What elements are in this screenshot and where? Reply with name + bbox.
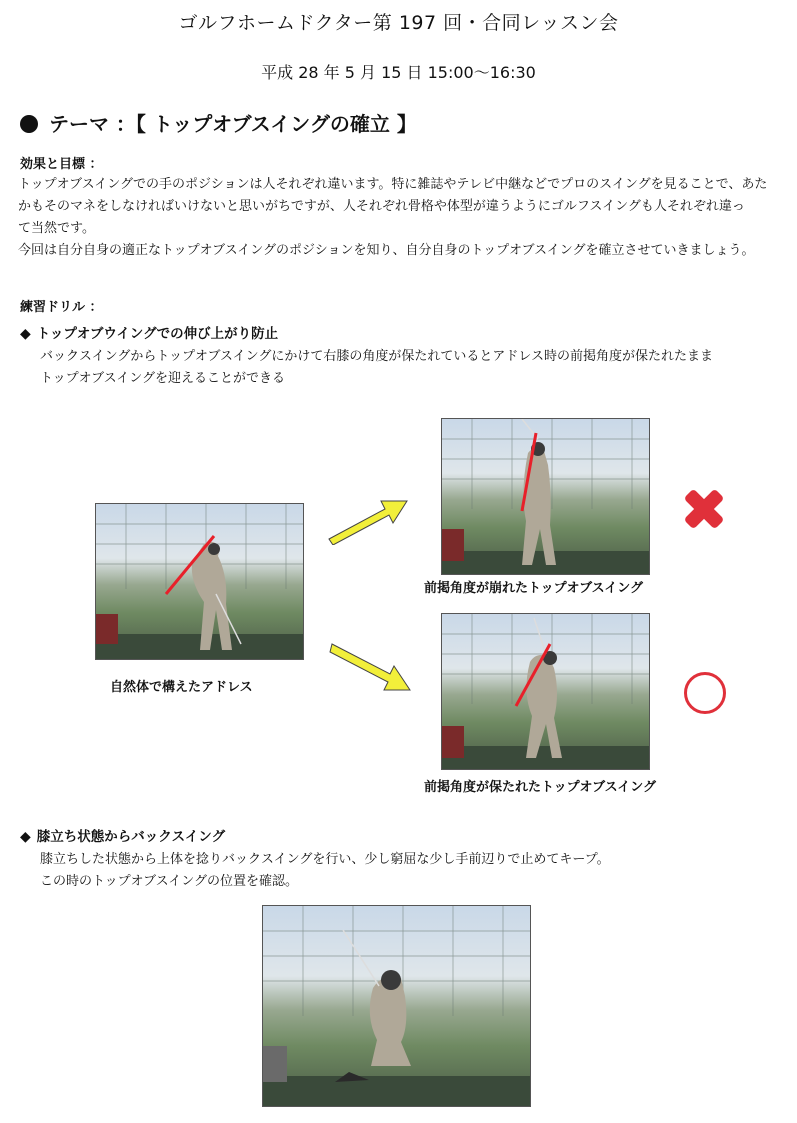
arrow-up-right-icon: [325, 495, 410, 545]
cross-mark-icon: [680, 485, 728, 533]
diamond-bullet-icon: ◆: [20, 829, 31, 845]
address-photo-illustration: [96, 504, 303, 659]
drill-item-title-text: トップオブウイングでの伸び上がり防止: [36, 326, 279, 342]
drill-item-2-title: [20, 825, 225, 845]
goals-line: て当然です。: [18, 221, 95, 236]
drill-line: 膝立ちした状態から上体を捻りバックスイングを行い、少し窮屈な少し手前辺りで止めてキープ。: [40, 852, 610, 867]
address-photo: [95, 503, 304, 660]
bad-top-illustration: [442, 419, 649, 574]
drill-item-1-desc: [40, 346, 790, 390]
address-caption: 自然体で構えたアドレス: [110, 680, 253, 695]
theme-heading: [20, 108, 417, 137]
theme-suffix: 】: [396, 112, 417, 136]
circle-mark-icon: [684, 672, 726, 714]
good-top-illustration: [442, 614, 649, 769]
bad-top-caption: 前掲角度が崩れたトップオブスイング: [424, 581, 644, 596]
goals-line: かもそのマネをしなければいけないと思いがちですが、人それぞれ骨格や体型が違うようにゴルフスイングも人それぞれ違っ: [18, 199, 745, 214]
theme-name: トップオブスイングの確立: [152, 112, 390, 136]
drill-line: バックスイングからトップオブスイングにかけて右膝の角度が保たれているとアドレス時の前掲角度が保たれたまま: [40, 349, 714, 364]
theme-prefix: テーマ ：【: [48, 112, 146, 136]
drill-item-2-desc: [40, 849, 790, 893]
bad-top-photo: [441, 418, 650, 575]
kneeling-photo: [262, 905, 531, 1107]
lesson-date: 平成 28 年 5 月 15 日 15:00〜16:30: [261, 63, 536, 82]
good-top-photo: [441, 613, 650, 770]
goals-line: トップオブスイングでの手のポジションは人それぞれ違います。特に雑誌やテレビ中継などでプロのスイングを見ることで、あた: [18, 177, 768, 192]
drill-item-title-text: 膝立ち状態からバックスイング: [36, 829, 226, 845]
good-top-caption: 前掲角度が保たれたトップオブスイング: [424, 780, 657, 795]
goals-line: 今回は自分自身の適正なトップオブスイングのポジションを知り、自分自身のトップオブスイングを確立させていきましょう。: [18, 243, 755, 258]
document-title: ゴルフホームドクター第 197 回・合同レッスン会: [178, 12, 619, 34]
drill-item-1-title: [20, 322, 278, 342]
diamond-bullet-icon: ◆: [20, 326, 31, 342]
arrow-down-right-icon: [328, 638, 413, 693]
bullet-dot-icon: [20, 115, 38, 133]
kneeling-illustration: [263, 906, 530, 1106]
drill-label: 練習ドリル ：: [20, 300, 103, 315]
drill-line: この時のトップオブスイングの位置を確認。: [40, 874, 299, 889]
drill-line: トップオブスイングを迎えることができる: [40, 371, 286, 386]
goals-label: 効果と目標 ：: [20, 157, 103, 172]
goals-text: [18, 174, 788, 262]
